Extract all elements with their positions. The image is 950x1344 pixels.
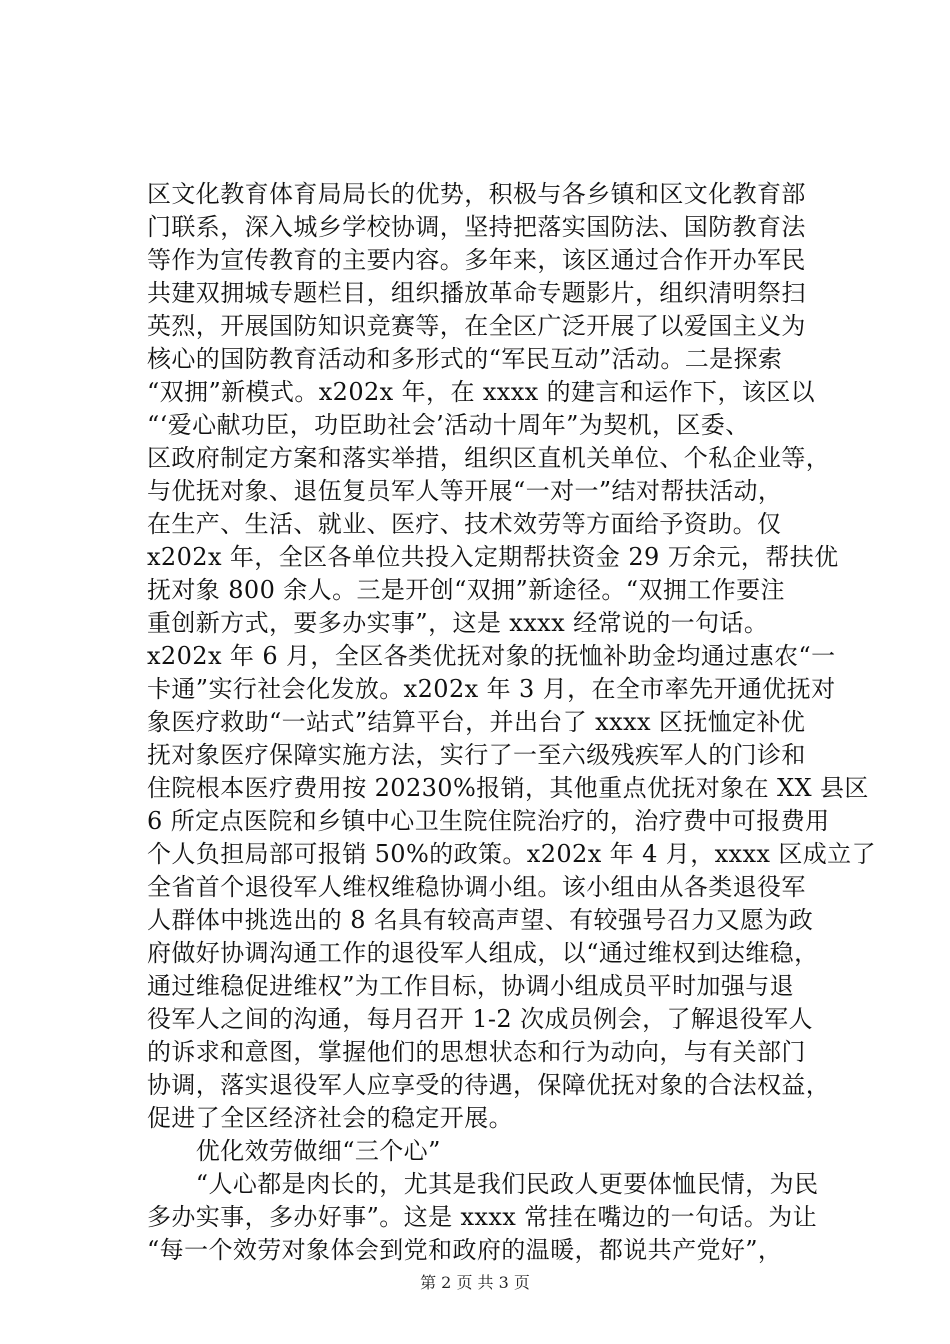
section-heading: 优化效劳做细“三个心” [147, 1137, 441, 1165]
text-line: 人群体中挑选出的 8 名具有较高声望、有较强号召力又愿为政 [147, 906, 814, 934]
text-line: 抚对象医疗保障实施方法，实行了一至六级残疾军人的门诊和 [147, 741, 806, 769]
text-line: 门联系，深入城乡学校协调，坚持把落实国防法、国防教育法 [147, 213, 806, 241]
text-line: 共建双拥城专题栏目，组织播放革命专题影片，组织清明祭扫 [147, 279, 806, 307]
text-line: 象医疗救助“一站式”结算平台，并出台了 xxxx 区抚恤定补优 [147, 708, 806, 736]
text-line: 在生产、生活、就业、医疗、技术效劳等方面给予资助。仅 [147, 510, 782, 538]
text-line: 住院根本医疗费用按 20230%报销，其他重点优抚对象在 XX 县区 [147, 774, 869, 802]
text-line: 促进了全区经济社会的稳定开展。 [147, 1104, 513, 1132]
text-line: 的诉求和意图，掌握他们的思想状态和行为动向，与有关部门 [147, 1038, 806, 1066]
text-line: 多办实事，多办好事”。这是 xxxx 常挂在嘴边的一句话。为让 [147, 1203, 818, 1231]
text-line: 区文化教育体育局局长的优势，积极与各乡镇和区文化教育部 [147, 180, 806, 208]
text-line: “双拥”新模式。x202x 年，在 xxxx 的建言和运作下，该区以 [147, 378, 816, 406]
text-line: 核心的国防教育活动和多形式的“军民互动”活动。二是探索 [147, 345, 783, 373]
text-line: x202x 年，全区各单位共投入定期帮扶资金 29 万余元，帮扶优 [147, 543, 839, 571]
text-line: 卡通”实行社会化发放。x202x 年 3 月，在全市率先开通优抚对 [147, 675, 836, 703]
body-text [147, 178, 876, 1267]
text-line: 抚对象 800 余人。三是开创“双拥”新途径。“双拥工作要注 [147, 576, 785, 604]
text-line: 役军人之间的沟通，每月召开 1-2 次成员例会，了解退役军人 [147, 1005, 813, 1033]
text-line: 区政府制定方案和落实举措，组织区直机关单位、个私企业等， [147, 444, 831, 472]
text-line: “人心都是肉长的，尤其是我们民政人更要体恤民情，为民 [147, 1170, 819, 1198]
text-line: 与优抚对象、退伍复员军人等开展“一对一”结对帮扶活动， [147, 477, 783, 505]
text-line: 全省首个退役军人维权维稳协调小组。该小组由从各类退役军 [147, 873, 806, 901]
text-line: 府做好协调沟通工作的退役军人组成，以“通过维权到达维稳， [147, 939, 819, 967]
text-line: 英烈，开展国防知识竞赛等，在全区广泛开展了以爱国主义为 [147, 312, 806, 340]
text-line: 6 所定点医院和乡镇中心卫生院住院治疗的，治疗费中可报费用 [147, 807, 830, 835]
text-line: 个人负担局部可报销 50%的政策。x202x 年 4 月，xxxx 区成立了 [147, 840, 876, 868]
page-number-footer: 第 2 页 共 3 页 [420, 1273, 530, 1292]
text-line: “‘爱心献功臣，功臣助社会’活动十周年”为契机，区委、 [147, 411, 750, 439]
text-line: 等作为宣传教育的主要内容。多年来，该区通过合作开办军民 [147, 246, 806, 274]
text-line: x202x 年 6 月，全区各类优抚对象的抚恤补助金均通过惠农“一 [147, 642, 836, 670]
text-line: 协调，落实退役军人应享受的待遇，保障优抚对象的合法权益， [147, 1071, 831, 1099]
text-line: 通过维稳促进维权”为工作目标，协调小组成员平时加强与退 [147, 972, 795, 1000]
text-line: “每一个效劳对象体会到党和政府的温暖，都说共产党好”， [147, 1236, 783, 1264]
text-line: 重创新方式，要多办实事”，这是 xxxx 经常说的一句话。 [147, 609, 769, 637]
